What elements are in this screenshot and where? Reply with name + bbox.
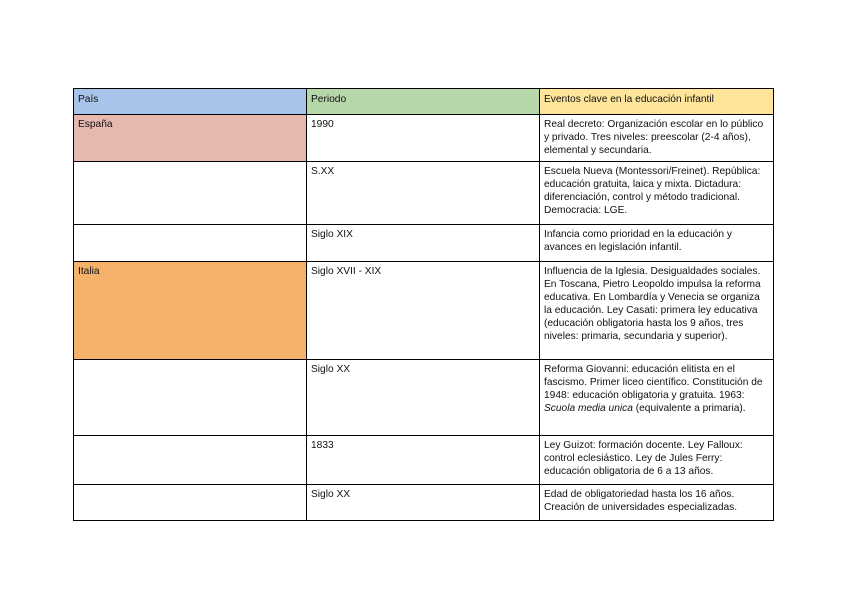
events-text: Reforma Giovanni: educación elitista en el fascismo. Primer liceo científico. Constitución de 1948: educación obligatoria y gratuita. 1963: [544, 364, 763, 401]
table-row [74, 162, 774, 225]
period-cell: S.XX [307, 162, 540, 225]
table-row [74, 225, 774, 262]
period-cell: 1990 [307, 115, 540, 162]
period-cell: Siglo XX [307, 485, 540, 521]
events-cell: Infancia como prioridad en la educación y avances en legislación infantil. [540, 225, 774, 262]
events-cell: Edad de obligatoriedad hasta los 16 años. Creación de universidades especializadas. [540, 485, 774, 521]
table-row [74, 115, 774, 162]
period-cell: Siglo XVII - XIX [307, 262, 540, 360]
country-cell-spain: España [74, 115, 307, 162]
events-cell [540, 360, 774, 436]
table-row [74, 262, 774, 360]
header-eventos: Eventos clave en la educación infantil [540, 89, 774, 115]
events-text: (equivalente a primaria). [632, 403, 746, 414]
table-row [74, 360, 774, 436]
events-italic-text: Scuola media unica [544, 403, 633, 414]
table-header-row [74, 89, 774, 115]
period-cell: Siglo XX [307, 360, 540, 436]
period-cell: Siglo XIX [307, 225, 540, 262]
table-row [74, 485, 774, 521]
period-cell: 1833 [307, 436, 540, 485]
events-cell: Real decreto: Organización escolar en lo público y privado. Tres niveles: preescolar (2-4 años), elemental y secundaria. [540, 115, 774, 162]
country-cell [74, 225, 307, 262]
country-cell-italy: Italia [74, 262, 307, 360]
events-cell: Influencia de la Iglesia. Desigualdades sociales. En Toscana, Pietro Leopoldo impulsa la reforma educativa. En Lombardía y Venecia se organiza la educación. Ley Casati: primera ley educativa (educación obligatoria hasta los 9 años, tres niveles: primaria, secundaria y superior). [540, 262, 774, 360]
header-periodo: Periodo [307, 89, 540, 115]
country-cell [74, 162, 307, 225]
country-cell [74, 360, 307, 436]
events-cell: Ley Guizot: formación docente. Ley Falloux: control eclesiástico. Ley de Jules Ferry: educación obligatoria de 6 a 13 años. [540, 436, 774, 485]
header-pais: País [74, 89, 307, 115]
education-history-table [73, 88, 774, 521]
table-row [74, 436, 774, 485]
events-cell: Escuela Nueva (Montessori/Freinet). República: educación gratuita, laica y mixta. Dictadura: diferenciación, control y método tradicional. Democracia: LGE. [540, 162, 774, 225]
country-cell [74, 485, 307, 521]
country-cell [74, 436, 307, 485]
